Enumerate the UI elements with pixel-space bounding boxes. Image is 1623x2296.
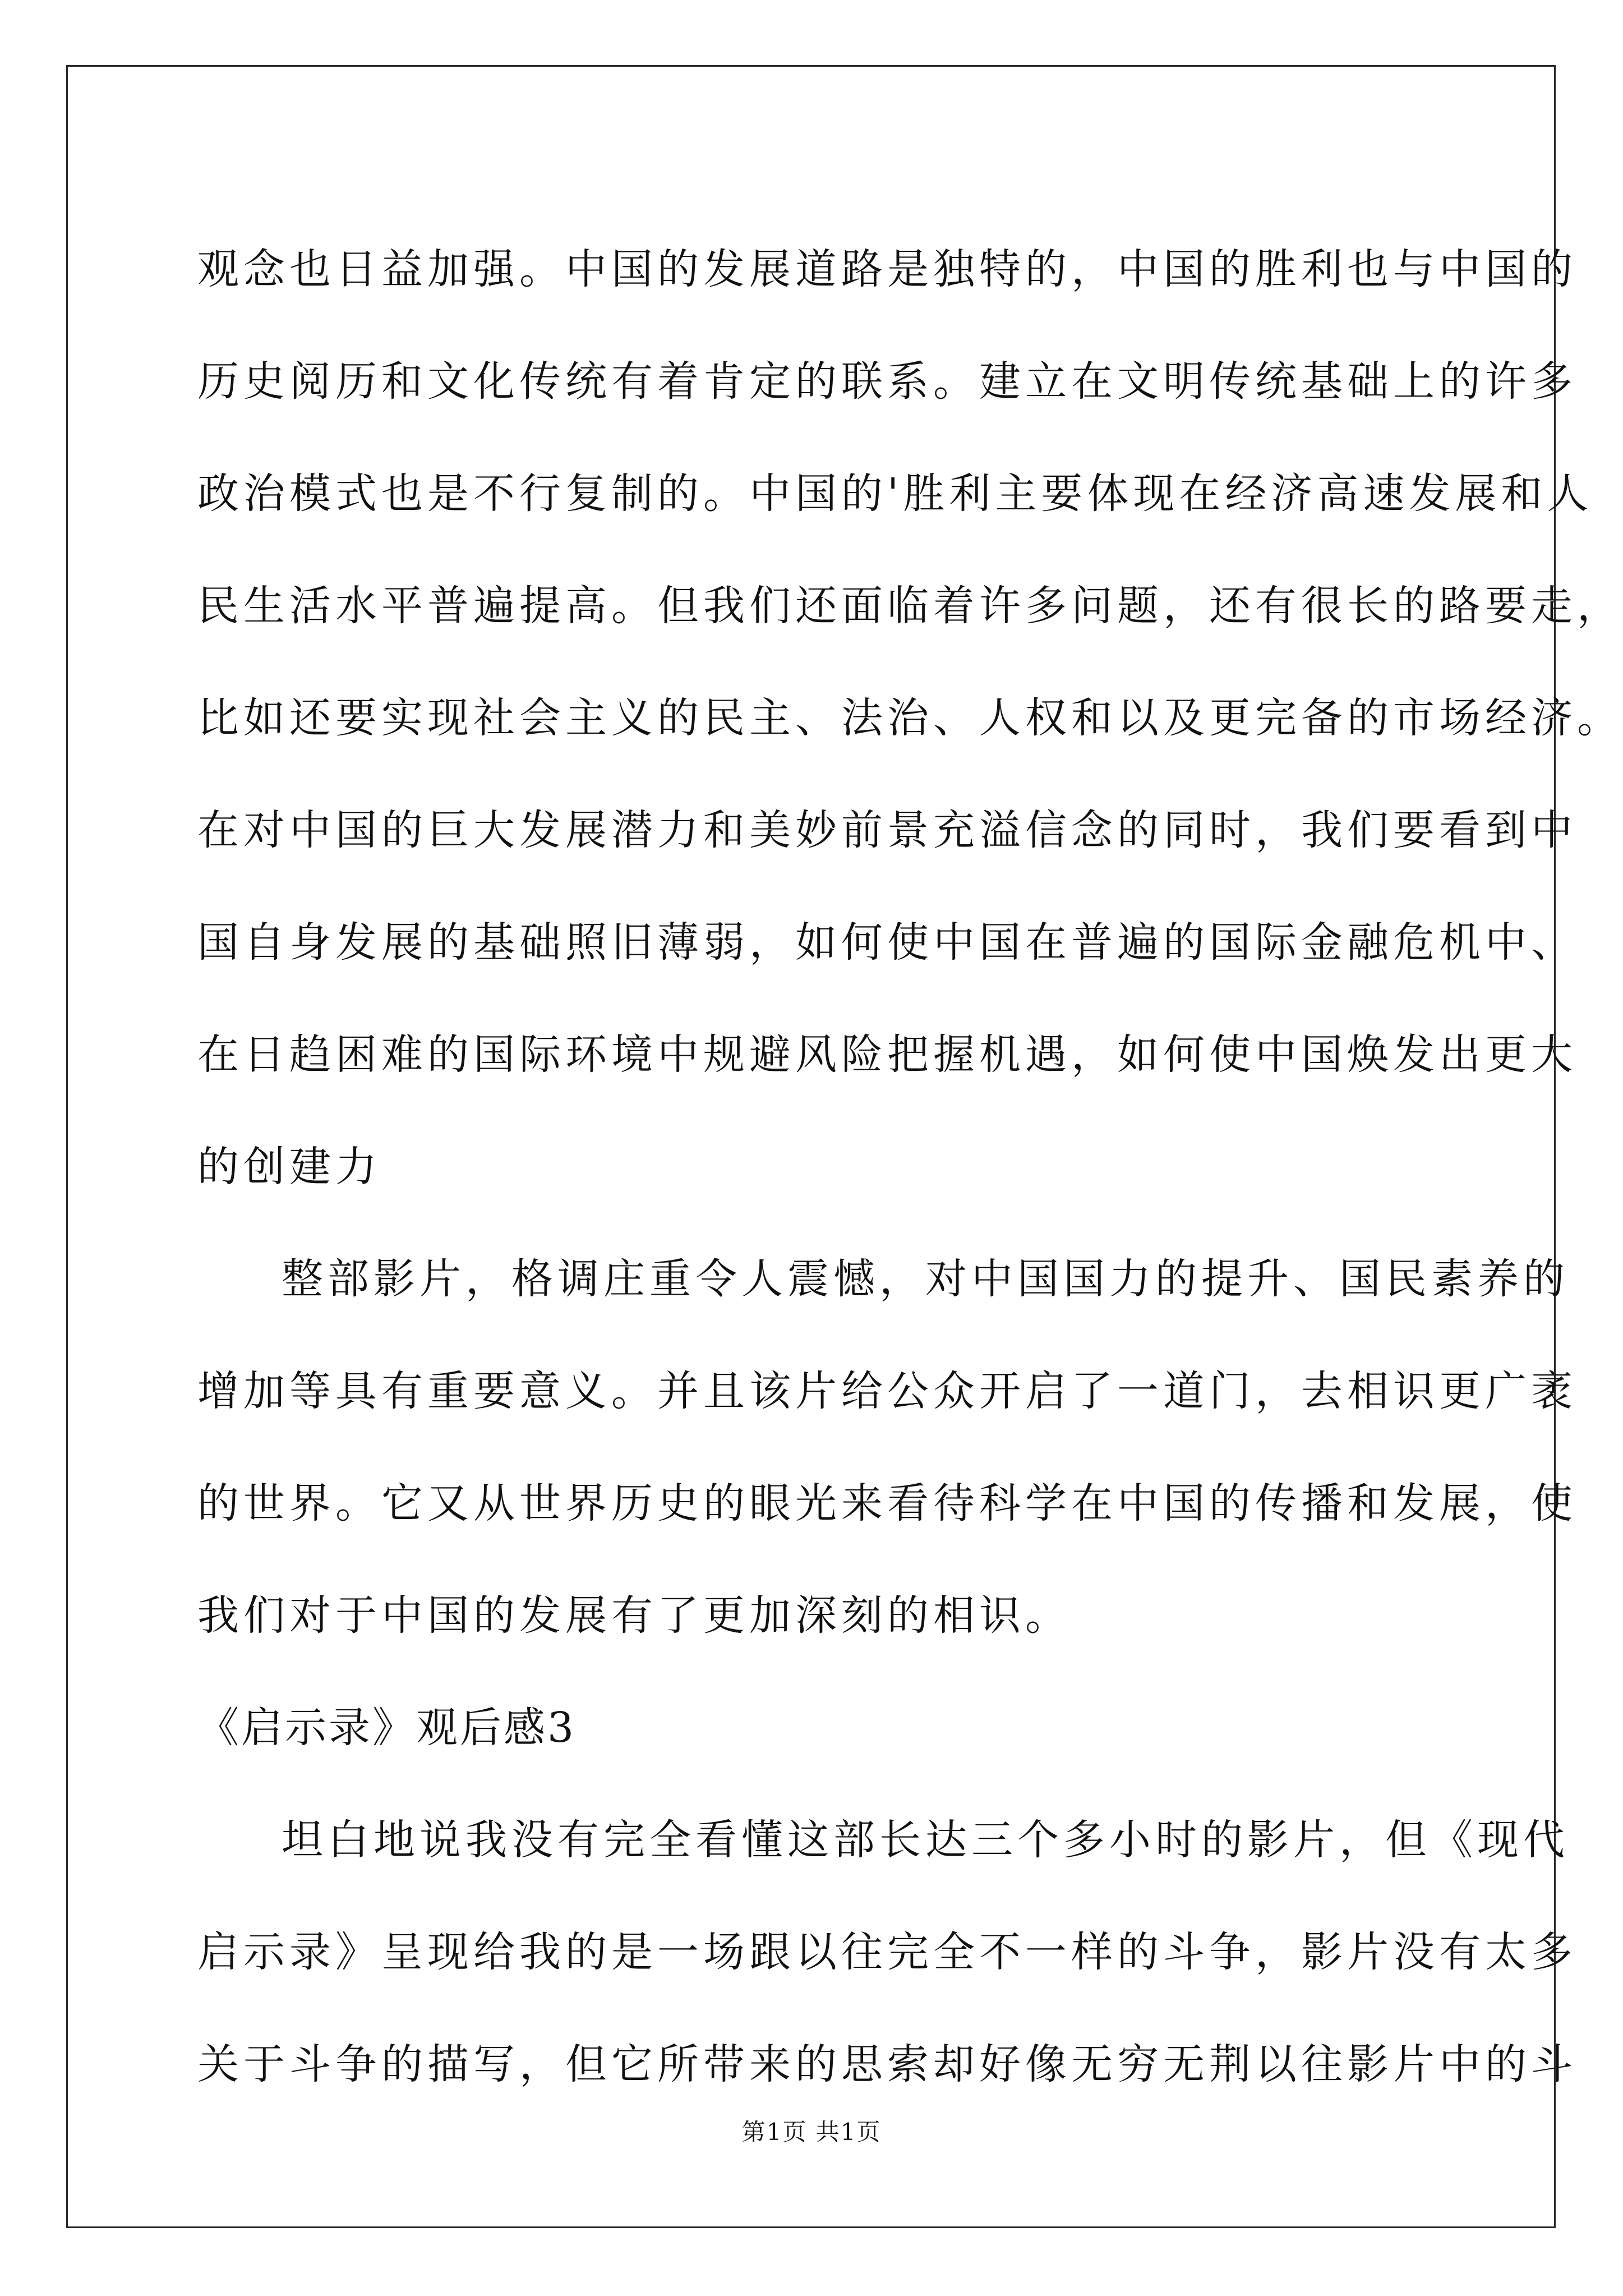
text-line: 的创建力 (197, 1143, 381, 1191)
section-heading: 《启示录》观后感3 (197, 1704, 577, 1752)
text-line: 坦白地说我没有完全看懂这部长达三个多小时的影片，但《现代 (282, 1816, 1569, 1864)
text-line: 政治模式也是不行复制的。中国的'胜利主要体现在经济高速发展和人 (197, 470, 1593, 518)
text-line: 的世界。它又从世界历史的眼光来看待科学在中国的传播和发展，使 (197, 1479, 1577, 1527)
text-line: 关于斗争的描写，但它所带来的思索却好像无穷无荆以往影片中的斗 (197, 2040, 1577, 2088)
text-line: 历史阅历和文化传统有着肯定的联系。建立在文明传统基础上的许多 (197, 357, 1577, 406)
text-line: 国自身发展的基础照旧薄弱，如何使中国在普遍的国际金融危机中、 (197, 918, 1577, 967)
document-body (197, 213, 1623, 2120)
text-line: 我们对于中国的发展有了更加深刻的相识。 (197, 1591, 1071, 1640)
text-line: 在日趋困难的国际环境中规避风险把握机遇，如何使中国焕发出更大 (197, 1030, 1577, 1079)
text-line: 在对中国的巨大发展潜力和美妙前景充溢信念的同时，我们要看到中 (197, 806, 1577, 854)
text-line: 增加等具有重要意义。并且该片给公众开启了一道门，去相识更广袤 (197, 1367, 1577, 1415)
text-line: 启示录》呈现给我的是一场跟以往完全不一样的斗争，影片没有太多 (197, 1928, 1577, 1976)
text-line: 整部影片，格调庄重令人震憾，对中国国力的提升、国民素养的 (282, 1255, 1569, 1303)
page-footer: 第1页 共1页 (741, 2118, 882, 2146)
text-line: 观念也日益加强。中国的发展道路是独特的，中国的胜利也与中国的 (197, 245, 1577, 293)
text-line: 比如还要实现社会主义的民主、法治、人权和以及更完备的市场经济。 (197, 694, 1623, 742)
text-line: 民生活水平普遍提高。但我们还面临着许多问题，还有很长的路要走， (197, 582, 1623, 630)
